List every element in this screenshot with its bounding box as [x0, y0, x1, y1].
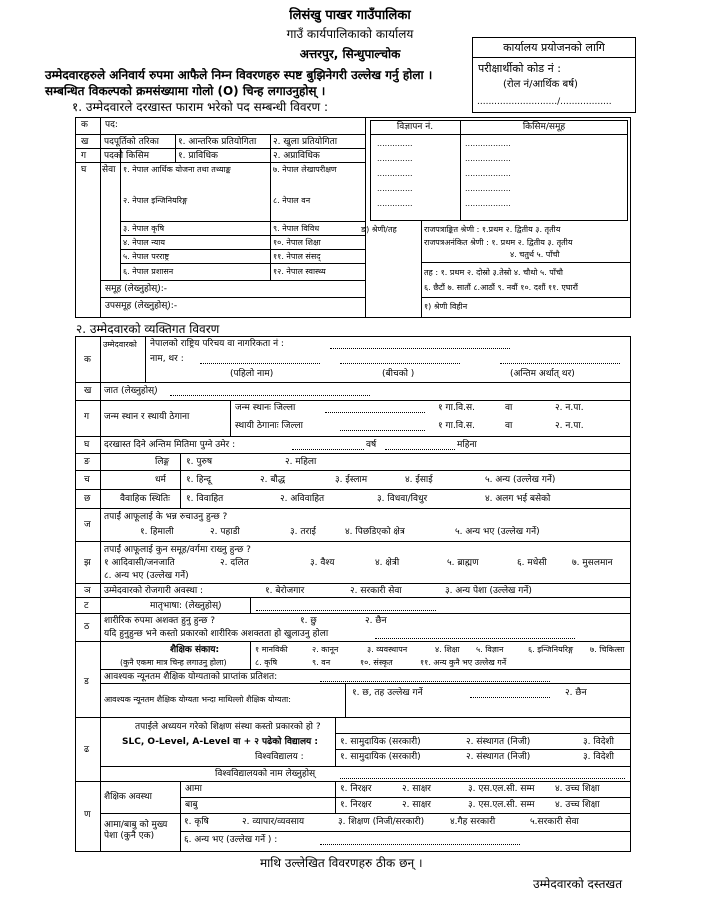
- religion-option[interactable]: ४. ईसाई: [405, 475, 433, 485]
- faculty-option[interactable]: ३. व्यवस्थापन: [367, 645, 408, 654]
- marital-option[interactable]: २. अविवाहित: [280, 494, 325, 504]
- s2-row-gh-label: घ: [84, 440, 90, 450]
- religion-label: धर्म: [155, 475, 166, 485]
- s1-open-option[interactable]: २. खुला प्रतियोगिता: [273, 137, 338, 147]
- advert-no-field[interactable]: ..............: [377, 154, 413, 163]
- gender-female-option[interactable]: २. महिला: [285, 457, 317, 467]
- father-edu-option[interactable]: १. निरक्षर: [340, 800, 372, 810]
- s2-row-jh-label: झ: [84, 558, 91, 568]
- s1-technical-option[interactable]: १. प्राविधिक: [178, 151, 218, 161]
- disability-no-option[interactable]: २. छैन: [365, 616, 387, 626]
- father-edu-option[interactable]: ४. उच्च शिक्षा: [555, 800, 600, 810]
- faculty-option[interactable]: ११. अन्य कुनै भए उल्लेख गर्ने: [420, 658, 507, 667]
- university-label: विश्वविद्यालय :: [255, 752, 304, 762]
- advert-type-field[interactable]: ..................: [465, 199, 511, 208]
- mother-tongue-label: मातृभाषा: (लेख्नुहोस्): [150, 601, 222, 611]
- perm-vdc-option[interactable]: १ गा.वि.स.: [438, 421, 475, 431]
- father-edu-option[interactable]: २. साक्षर: [402, 800, 431, 810]
- caste-group-option[interactable]: ४. क्षेत्री: [375, 558, 400, 568]
- advert-no-field[interactable]: ..............: [377, 184, 413, 193]
- level-options-2[interactable]: ६. छैटौं ७. सातौं ८.आठौं ९. नवौं १०. दशौं ११. एघारौं: [424, 283, 578, 292]
- university-type-option[interactable]: २. संस्थागत (निजी): [466, 752, 531, 762]
- mother-edu-option[interactable]: २. साक्षर: [402, 784, 431, 794]
- faculty-label: शैक्षिक संकाय:: [170, 645, 220, 655]
- birth-district-label: जन्म स्थानः जिल्ला: [235, 403, 296, 413]
- university-name-field[interactable]: [340, 778, 625, 779]
- perm-district-label: स्थायी ठेगानाः जिल्ला: [235, 421, 303, 431]
- region-option[interactable]: ३. तराई: [290, 527, 316, 537]
- faculty-option[interactable]: ९. वन: [312, 658, 331, 667]
- s1-post-label: पद:: [105, 120, 118, 130]
- occupation-other-option[interactable]: ६. अन्य भए (उल्लेख गर्ने ) :: [184, 835, 278, 845]
- declaration-text: माथि उल्लेखित विवरणहरु ठीक छन् ।: [260, 856, 423, 870]
- age-year-unit: वर्ष: [366, 440, 377, 450]
- s2-row-th-label: ठ: [84, 622, 90, 632]
- region-option[interactable]: ४. पिछडिएको क्षेत्र: [345, 527, 405, 537]
- service-option[interactable]: ७. नेपाल लेखापरीक्षण: [273, 165, 337, 174]
- caste-group-option[interactable]: ७. मुसलमान: [572, 558, 613, 568]
- school-type-option[interactable]: १. सामुदायिक (सरकारी): [340, 737, 421, 747]
- service-option[interactable]: ६. नेपाल प्रशासन: [123, 267, 174, 276]
- school-label: SLC, O-Level, A-Level वा + २ पढेको विद्यालय :: [122, 737, 319, 747]
- candidate-code-label: परीक्षार्थीको कोड नं :: [478, 62, 561, 75]
- s2-row-parents-label: ण: [84, 810, 91, 820]
- higher-qualification-label: आवश्यक न्यूनतम शैक्षिक योग्यता भन्दा माथिल्लो शैक्षिक योग्यता:: [104, 695, 291, 704]
- marital-option[interactable]: ४. अलग भई बसेको: [485, 494, 551, 504]
- middle-name-field[interactable]: [340, 363, 460, 364]
- disability-type-question: यदि हुनुहुन्छ भने कस्तो प्रकारको शारीरिक अशक्तता हो खुलाउनु होला: [104, 629, 329, 639]
- occupation-option[interactable]: २. व्यापार/व्यवसाय: [242, 817, 305, 827]
- s1-internal-option[interactable]: १. आन्तरिक प्रतियोगिता: [178, 137, 257, 147]
- religion-option[interactable]: ३. ईस्लाम: [335, 475, 368, 485]
- advert-type-field[interactable]: ..................: [465, 139, 511, 148]
- mother-tongue-field[interactable]: [256, 610, 436, 611]
- first-name-caption: (पहिलो नाम): [230, 369, 274, 379]
- advert-type-field[interactable]: ..................: [465, 154, 511, 163]
- level-none-option[interactable]: १) श्रेणी विहीन: [424, 302, 468, 311]
- level-options[interactable]: तह : १. प्रथम २. दोस्रो ३.तेस्रो ४. चौथो ५. पाँचौ: [424, 268, 563, 277]
- s2-row-d-label: ड: [84, 677, 89, 687]
- school-type-option[interactable]: २. संस्थागत (निजी): [466, 737, 531, 747]
- s2-row-chh-label: छ: [84, 494, 91, 504]
- s1-nontechnical-option[interactable]: २. अप्राविधिक: [273, 151, 320, 161]
- service-option[interactable]: १२. नेपाल स्वास्थ्य: [273, 267, 326, 276]
- candidate-label: उम्मेदवारको: [103, 340, 137, 349]
- employment-option[interactable]: ३. अन्य पेशा (उल्लेख गर्ने): [445, 586, 532, 596]
- father-label: बाबु: [185, 800, 198, 810]
- occupation-other-field[interactable]: [320, 844, 520, 845]
- advert-no-field[interactable]: ..............: [377, 169, 413, 178]
- occupation-option[interactable]: ३. शिक्षण (निजी/सरकारी): [338, 817, 425, 827]
- s2-row-t-label: ट: [84, 601, 89, 611]
- caste-group-other-option[interactable]: ८. अन्य भए (उल्लेख गर्ने): [104, 571, 189, 581]
- min-qualification-label: आवश्यक न्यूनतम शैक्षिक योग्यताको प्राप्तांक प्रतिशत:: [104, 672, 278, 682]
- region-option[interactable]: १. हिमाली: [140, 527, 174, 537]
- birth-vdc-option[interactable]: १ गा.वि.स.: [438, 403, 475, 413]
- first-name-field[interactable]: [200, 363, 320, 364]
- faculty-option[interactable]: १ मानविकी: [255, 645, 288, 654]
- advert-type-field[interactable]: ..................: [465, 184, 511, 193]
- gender-male-option[interactable]: १. पुरुष: [186, 457, 213, 467]
- mother-edu-option[interactable]: १. निरक्षर: [340, 784, 372, 794]
- university-type-option[interactable]: ३. विदेशी: [583, 752, 614, 762]
- advert-type-header: किसिम/समूह: [522, 122, 566, 132]
- occupation-option[interactable]: ५.सरकारी सेवा: [530, 817, 579, 827]
- faculty-option[interactable]: ६. इन्जिनियरिङ्ग: [528, 645, 574, 654]
- higher-qualification-field[interactable]: [470, 697, 550, 698]
- s2-row-k-label: क: [84, 355, 91, 365]
- perm-or: वा: [505, 421, 513, 431]
- citizenship-label: नेपालको राष्ट्रिय परिचय वा नागरिकता नं :: [150, 339, 284, 349]
- faculty-option[interactable]: ८. कृषि: [255, 658, 278, 667]
- s1-group-label[interactable]: समूह (लेख्नुहोस्):-: [105, 284, 168, 294]
- age-months-field[interactable]: [385, 449, 455, 450]
- section2-title: २. उम्मेदवारको व्यक्तिगत विवरण: [76, 322, 220, 336]
- birth-municipality-option[interactable]: २. न.पा.: [555, 403, 584, 413]
- caste-field[interactable]: [170, 395, 370, 396]
- header-address: अत्तरपुर, सिन्धुपाल्चोक: [299, 47, 401, 61]
- caste-group-option[interactable]: २. दलित: [220, 558, 249, 568]
- s2-row-dh-label: ढ: [84, 745, 90, 755]
- disability-yes-option[interactable]: १. छु: [300, 616, 317, 626]
- religion-option[interactable]: ५. अन्य (उल्लेख गर्ने): [485, 475, 556, 485]
- service-option[interactable]: ११. नेपाल संसद्: [273, 252, 321, 261]
- higher-qualification-no[interactable]: २. छैन: [565, 688, 587, 698]
- birthplace-address-label: जन्म स्थान र स्थायी ठेगाना: [104, 412, 190, 422]
- mother-edu-option[interactable]: ४. उच्च शिक्षा: [555, 784, 600, 794]
- citizenship-field[interactable]: [330, 348, 510, 349]
- mother-edu-option[interactable]: ३. एस.एल.सी. सम्म: [468, 784, 535, 794]
- s2-row-kh-label: ख: [84, 386, 92, 396]
- s2-row-ng-label: ङ: [84, 457, 90, 467]
- office-use-title: कार्यालय प्रयोजनको लागि: [503, 41, 605, 54]
- service-option[interactable]: ८. नेपाल वन: [273, 196, 311, 205]
- region-option[interactable]: २. पहाडी: [210, 527, 240, 537]
- caste-group-option[interactable]: ३. वैश्य: [310, 558, 335, 568]
- faculty-option[interactable]: २. कानून: [312, 645, 339, 654]
- s2-row-n-label: ञ: [84, 586, 91, 596]
- age-month-unit: महिना: [457, 440, 477, 450]
- university-name-label: विश्वविद्यालयको नाम लेख्नुहोस्: [215, 769, 316, 779]
- gazetted-options[interactable]: राजपत्राङ्कित श्रेणी : १.प्रथम २. द्वितीय ३. तृतीय: [424, 225, 561, 234]
- age-label: दरखास्त दिने अन्तिम मितिमा पुग्ने उमेर :: [104, 440, 236, 450]
- marital-option[interactable]: १. विवाहित: [186, 494, 224, 504]
- service-option[interactable]: ५. नेपाल परराष्ट्र: [123, 252, 170, 261]
- advert-no-field[interactable]: ..............: [377, 139, 413, 148]
- birth-or: वा: [505, 403, 513, 413]
- advert-no-header: विज्ञापन नं.: [396, 122, 434, 132]
- disability-question: शारीरिक रुपमा अशक्त हुनु हुन्छ ?: [104, 616, 216, 626]
- occupation-option[interactable]: १. कृषि: [184, 817, 209, 827]
- faculty-option[interactable]: ७. चिकित्सा: [590, 645, 625, 654]
- s1-post-type-label: पदको किसिम: [104, 151, 150, 161]
- employment-option[interactable]: १. बेरोजगार: [265, 586, 305, 596]
- caste-group-option[interactable]: ५. ब्राह्मण: [447, 558, 479, 568]
- education-status-label: शैक्षिक अवस्था: [104, 792, 152, 802]
- nongazetted-options[interactable]: राजपत्रअनंकित श्रेणी : १. प्रथम २. द्वितीय ३. तृतीय: [424, 238, 573, 247]
- nongazetted-options-2[interactable]: ४. चतुर्थ ५. पाँचौ: [510, 250, 560, 259]
- higher-qualification-yes[interactable]: १. छ, तह उल्लेख गर्ने: [352, 688, 423, 698]
- s1-row-g-label: ग: [81, 151, 87, 161]
- candidate-code-sub: (रोल नं/आर्थिक बर्ष): [503, 79, 578, 90]
- institution-question: तपाईले अध्ययन गरेको शिक्षण संस्था कस्तो प्रकारको हो ?: [135, 722, 321, 732]
- marital-label: वैवाहिक स्थितिः: [120, 494, 170, 504]
- s1-fill-method-label: पदपूर्तिको तरिका: [104, 137, 159, 147]
- faculty-option[interactable]: ४. शिक्षा: [435, 645, 460, 654]
- s1-grade-label: ङ) श्रेणी/तह: [361, 225, 397, 234]
- advert-no-field[interactable]: ..............: [377, 199, 413, 208]
- school-type-option[interactable]: ३. विदेशी: [583, 737, 614, 747]
- perm-district-field[interactable]: [340, 430, 425, 431]
- last-name-caption: (अन्तिम अर्थात् थर): [510, 369, 575, 379]
- intro-line-1: उम्मेदवारहरुले अनिवार्य रुपमा आफैले निम्न विवरणहरु स्पष्ट बुझिनेगरी उल्लेख गर्नु होला ।: [45, 68, 433, 82]
- employment-label: उम्मेदवारको रोजगारी अवस्था :: [104, 586, 204, 596]
- faculty-option[interactable]: ५. विज्ञान: [476, 645, 504, 654]
- name-label: नाम, थर :: [150, 354, 184, 364]
- faculty-sublabel: (कुनै एकमा मात्र चिन्ह लगाउनु होला): [120, 658, 227, 667]
- service-option[interactable]: १. नेपाल आर्थिक योजना तथा तथ्याङ्क: [123, 165, 231, 174]
- section1-title: १. उम्मेदवारले दरखास्त फाराम भरेको पद सम्बन्धी विवरण :: [72, 100, 328, 114]
- region-option[interactable]: ५. अन्य भए (उल्लेख गर्ने): [455, 527, 540, 537]
- mother-label: आमा: [185, 784, 202, 794]
- service-option[interactable]: ३. नेपाल कृषि: [123, 224, 165, 233]
- s2-row-g-label: ग: [84, 412, 90, 422]
- office-use-box: [472, 37, 636, 113]
- s1-row-kh-label: ख: [81, 137, 89, 147]
- signature-label: उम्मेदवारको दस्तखत: [533, 877, 623, 891]
- middle-name-caption: (बीचको ): [382, 369, 415, 379]
- university-type-option[interactable]: १. सामुदायिक (सरकारी): [340, 752, 421, 762]
- advert-type-field[interactable]: ..................: [465, 169, 511, 178]
- s1-row-gh-label: घ: [81, 165, 87, 175]
- religion-option[interactable]: १. हिन्दू: [186, 475, 212, 485]
- service-option[interactable]: ४. नेपाल न्याय: [123, 238, 165, 247]
- caste-label: जात (लेख्नुहोस्): [104, 386, 158, 396]
- employment-option[interactable]: २. सरकारी सेवा: [350, 586, 402, 596]
- header-municipality: लिसंखु पाखर गाउँपालिका: [289, 8, 411, 23]
- s2-row-ch-label: च: [84, 475, 90, 485]
- occupation-option[interactable]: ४.गैह सरकारी: [450, 817, 496, 827]
- caste-group-option[interactable]: ६. मधेसी: [517, 558, 547, 568]
- s1-service-label: सेवा: [102, 165, 116, 175]
- disability-type-field[interactable]: [375, 638, 575, 639]
- service-option[interactable]: १०. नेपाल शिक्षा: [273, 238, 321, 247]
- service-option[interactable]: ९. नेपाल विविध: [273, 224, 320, 233]
- birth-district-field[interactable]: [325, 412, 425, 413]
- perm-municipality-option[interactable]: २. न.पा.: [555, 421, 584, 431]
- caste-group-option[interactable]: १ आदिवासी/जनजाति: [104, 558, 175, 568]
- header-office: गाउँ कार्यपालिकाको कार्यालय: [286, 27, 414, 41]
- service-option[interactable]: २. नेपाल इन्जिनियरिङ्ग: [123, 196, 188, 205]
- s2-row-j-label: ज: [84, 520, 91, 530]
- last-name-field[interactable]: [500, 363, 620, 364]
- parents-occupation-label: आमा/बाबु को मुख्य पेशा (कुनै एक): [104, 820, 168, 841]
- father-edu-option[interactable]: ३. एस.एल.सी. सम्म: [468, 800, 535, 810]
- s1-subgroup-label[interactable]: उपसमूह (लेख्नुहोस्):-: [105, 301, 178, 311]
- candidate-code-field[interactable]: ............................/..................: [477, 97, 612, 107]
- min-qualification-field[interactable]: [320, 681, 550, 682]
- region-question: तपाईं आफूलाई के भन्न रुचाउनु हुन्छ ?: [104, 512, 228, 522]
- s1-row-k-label: क: [81, 120, 88, 130]
- age-years-field[interactable]: [292, 449, 364, 450]
- group-question: तपाईं आफूलाई कुन समूह/वर्गमा राख्नु हुन्छ ?: [104, 545, 251, 555]
- religion-option[interactable]: २. बौद्ध: [260, 475, 286, 485]
- gender-label: लिङ्ग: [155, 457, 170, 467]
- faculty-option[interactable]: १०. संस्कृत: [360, 658, 393, 667]
- intro-line-2: सम्बन्धित विकल्पको क्रमसंख्यामा गोलो (O) चिन्ह लगाउनुहोस् ।: [45, 84, 326, 98]
- marital-option[interactable]: ३. विधवा/विधुर: [377, 494, 428, 504]
